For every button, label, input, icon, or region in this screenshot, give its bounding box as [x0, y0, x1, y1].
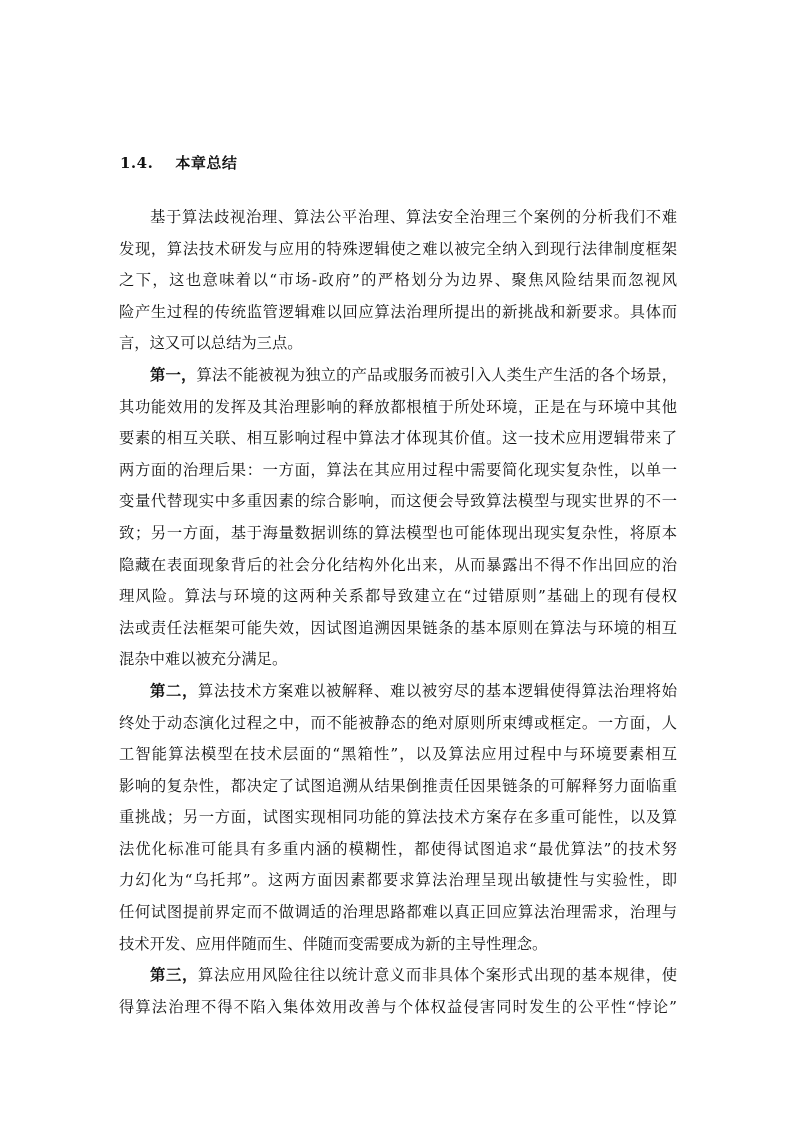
paragraph-2-line-5: 变量代替现实中多重因素的综合影响，而这便会导致算法模型与现实世界的不一: [119, 492, 677, 511]
section-title: 本章总结: [175, 154, 238, 172]
paragraph-4-line-2: 得算法治理不得不陷入集体效用改善与个体权益侵害同时发生的公平性“悖论”: [119, 997, 677, 1016]
paragraph-2-lead: 第一，: [150, 365, 197, 384]
paragraph-1-line-4: 险产生过程的传统监管逻辑难以回应算法治理所提出的新挑战和新要求。具体而: [119, 302, 677, 321]
paragraph-2-line-3: 要素的相互关联、相互影响过程中算法才体现其价值。这一技术应用逻辑带来了: [119, 429, 677, 448]
paragraph-2-line-2: 其功能效用的发挥及其治理影响的释放都根植于所处环境，正是在与环境中其他: [119, 397, 677, 416]
paragraph-3-line-1: [119, 676, 677, 708]
section-number: 1.4.: [120, 154, 154, 172]
paragraph-2-line-4: 两方面的治理后果：一方面，算法在其应用过程中需要简化现实复杂性，以单一: [119, 460, 677, 479]
paragraph-3-line-9: 技术开发、应用伴随而生、伴随而变需要成为新的主导性理念。: [119, 934, 548, 953]
paragraph-3-line-6: 法优化标准可能具有多重内涵的模糊性，都使得试图追求“最优算法”的技术努: [119, 839, 677, 858]
paragraph-2-line-9: 法或责任法框架可能失效，因试图追溯因果链条的基本原则在算法与环境的相互: [119, 618, 677, 637]
paragraph-1-line-1: 基于算法歧视治理、算法公平治理、算法安全治理三个案例的分析我们不难: [150, 208, 677, 226]
paragraph-3-line-2: 终处于动态演化过程之中，而不能被静态的绝对原则所束缚或框定。一方面，人: [119, 713, 677, 732]
paragraph-3-line-5: 重挑战；另一方面，试图实现相同功能的算法技术方案存在多重可能性，以及算: [119, 808, 677, 827]
paragraph-2-line-1-text: 算法不能被视为独立的产品或服务而被引入人类生产生活的各个场景，: [196, 365, 677, 384]
paragraph-1-line-2: 发现，算法技术研发与应用的特殊逻辑使之难以被完全纳入到现行法律制度框架: [119, 239, 677, 258]
paragraph-1-line-3: 之下，这也意味着以“市场-政府”的严格划分为边界、聚焦风险结果而忽视风: [119, 271, 677, 290]
paragraph-4-line-1-text: 算法应用风险往往以统计意义而非具体个案形式出现的基本规律，使: [197, 966, 677, 985]
paragraph-3-lead: 第二，: [150, 681, 198, 700]
paragraph-2-line-6: 致；另一方面，基于海量数据训练的算法模型也可能体现出现实复杂性，将原本: [119, 523, 677, 542]
paragraph-3-line-7: 力幻化为“乌托邦”。这两方面因素都要求算法治理呈现出敏捷性与实验性，即: [119, 871, 677, 890]
paragraph-1-line-5: 言，这又可以总结为三点。: [119, 334, 303, 353]
paragraph-3-line-8: 任何试图提前界定而不做调适的治理思路都难以真正回应算法治理需求，治理与: [119, 903, 677, 922]
paragraph-3-line-4: 影响的复杂性，都决定了试图追溯从结果倒推责任因果链条的可解释努力面临重: [119, 776, 677, 795]
paragraph-3-line-3: 工智能算法模型在技术层面的“黑箱性”，以及算法应用过程中与环境要素相互: [119, 745, 677, 764]
paragraph-2-line-10: 混杂中难以被充分满足。: [119, 650, 288, 669]
paragraph-2-line-8: 理风险。算法与环境的这两种关系都导致建立在“过错原则”基础上的现有侵权: [119, 587, 677, 606]
paragraph-2-line-7: 隐藏在表面现象背后的社会分化结构外化出来，从而暴露出不得不作出回应的治: [119, 555, 677, 574]
section-heading: [120, 152, 237, 173]
paragraph-4-lead: 第三，: [150, 966, 198, 985]
section-body: [119, 202, 677, 1023]
paragraph-2-line-1: [119, 360, 677, 392]
paragraph-3-line-1-text: 算法技术方案难以被解释、难以被穷尽的基本逻辑使得算法治理将始: [197, 681, 677, 700]
paragraph-4-line-1: [119, 960, 677, 992]
